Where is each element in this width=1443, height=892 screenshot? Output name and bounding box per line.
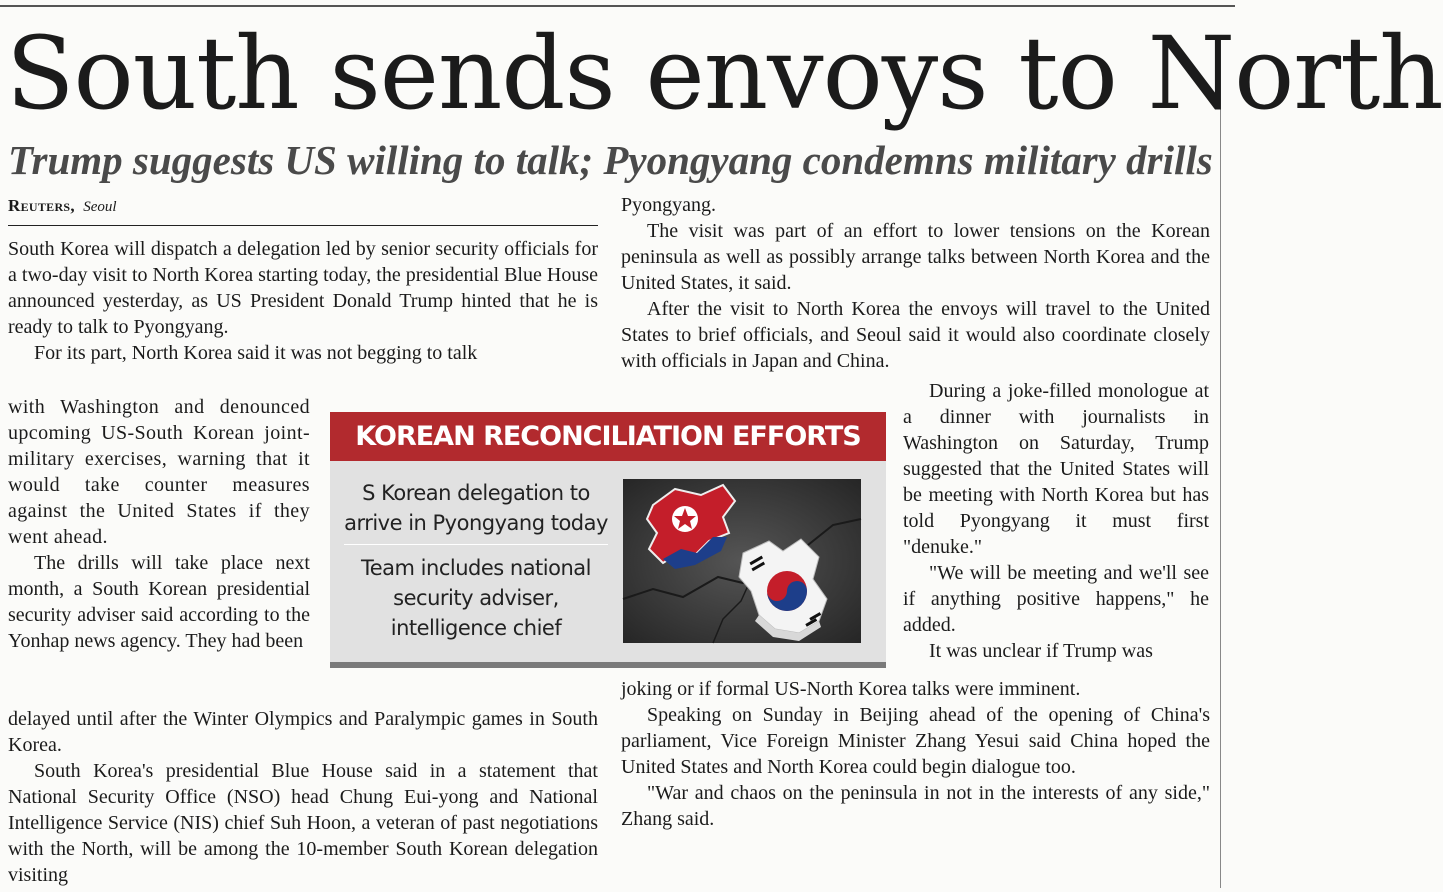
right-column-bottom (621, 676, 1210, 832)
paragraph: South Korea will dispatch a delegation led by senior security officials for a two-day visit to North Korea starting today, the presidential Blue House announced yesterday, as US President Donald Trump hinted that he is ready to talk to Pyongyang. (8, 238, 598, 338)
paragraph: It was unclear if Trump was (929, 640, 1153, 662)
infobox-title: KOREAN RECONCILIATION EFFORTS (330, 412, 886, 461)
right-column-wrap (903, 378, 1209, 664)
paragraph: joking or if formal US-North Korea talks were imminent. (621, 678, 1081, 700)
paragraph: During a joke-filled monologue at a dinner with journalists in Washington on Saturday, Trump suggested that the United States will be meeting with North Korea but has told Pyongyang it must first "denuke." (903, 380, 1209, 558)
infobox-divider (344, 544, 608, 545)
infobox-bottom-bar (330, 662, 886, 668)
paragraph: with Washington and denounced upcoming US-South Korean joint-military exercises, warning that it would take counter measures against the United States if they went ahead. (8, 396, 310, 548)
byline (8, 196, 117, 216)
infobox-text (344, 478, 608, 643)
paragraph: The visit was part of an effort to lower tensions on the Korean peninsula as well as possibly arrange talks between North Korea and the United States, it said. (621, 220, 1210, 294)
byline-dateline: Seoul (83, 199, 117, 215)
paragraph: For its part, North Korea said it was not begging to talk (34, 342, 478, 364)
paragraph: Pyongyang. (621, 194, 716, 216)
infobox-line-1: S Korean delegation to arrive in Pyongyang today (344, 481, 608, 535)
left-column-top (8, 236, 598, 366)
korea-flag-map-image (623, 479, 861, 643)
paragraph: Speaking on Sunday in Beijing ahead of the opening of China's parliament, Vice Foreign Minister Zhang Yesui said China hoped the United States and North Korea could begin dialogue too. (621, 704, 1210, 778)
subheadline: Trump suggests US willing to talk; Pyongyang condemns military drills (8, 137, 1213, 183)
byline-rule (8, 225, 598, 226)
paragraph: South Korea's presidential Blue House said in a statement that National Security Office (NSO) head Chung Eui-yong and National Intelligence Service (NIS) chief Suh Hoon, a veteran of past negotiations with the North, will be among the 10-member South Korean delegation visiting (8, 760, 598, 886)
column-rule (1220, 36, 1221, 888)
paragraph: delayed until after the Winter Olympics and Paralympic games in South Korea. (8, 708, 598, 756)
infobox (330, 412, 886, 668)
left-column-wrap (8, 394, 310, 654)
paragraph: "War and chaos on the peninsula in not in the interests of any side," Zhang said. (621, 782, 1210, 830)
headline: South sends envoys to North (6, 15, 1443, 132)
right-column-top (621, 192, 1210, 374)
left-column-bottom (8, 706, 598, 888)
byline-agency: Reuters, (8, 196, 75, 215)
top-rule (0, 5, 1235, 7)
infobox-line-2: Team includes national security adviser, intelligence chief (361, 556, 591, 640)
paragraph: The drills will take place next month, a South Korean presidential security adviser said according to the Yonhap news agency. They had been (8, 552, 310, 652)
paragraph: After the visit to North Korea the envoys will travel to the United States to brief officials, and Seoul said it would also coordinate closely with officials in Japan and China. (621, 298, 1210, 372)
paragraph: "We will be meeting and we'll see if anything positive happens," he added. (903, 562, 1209, 636)
